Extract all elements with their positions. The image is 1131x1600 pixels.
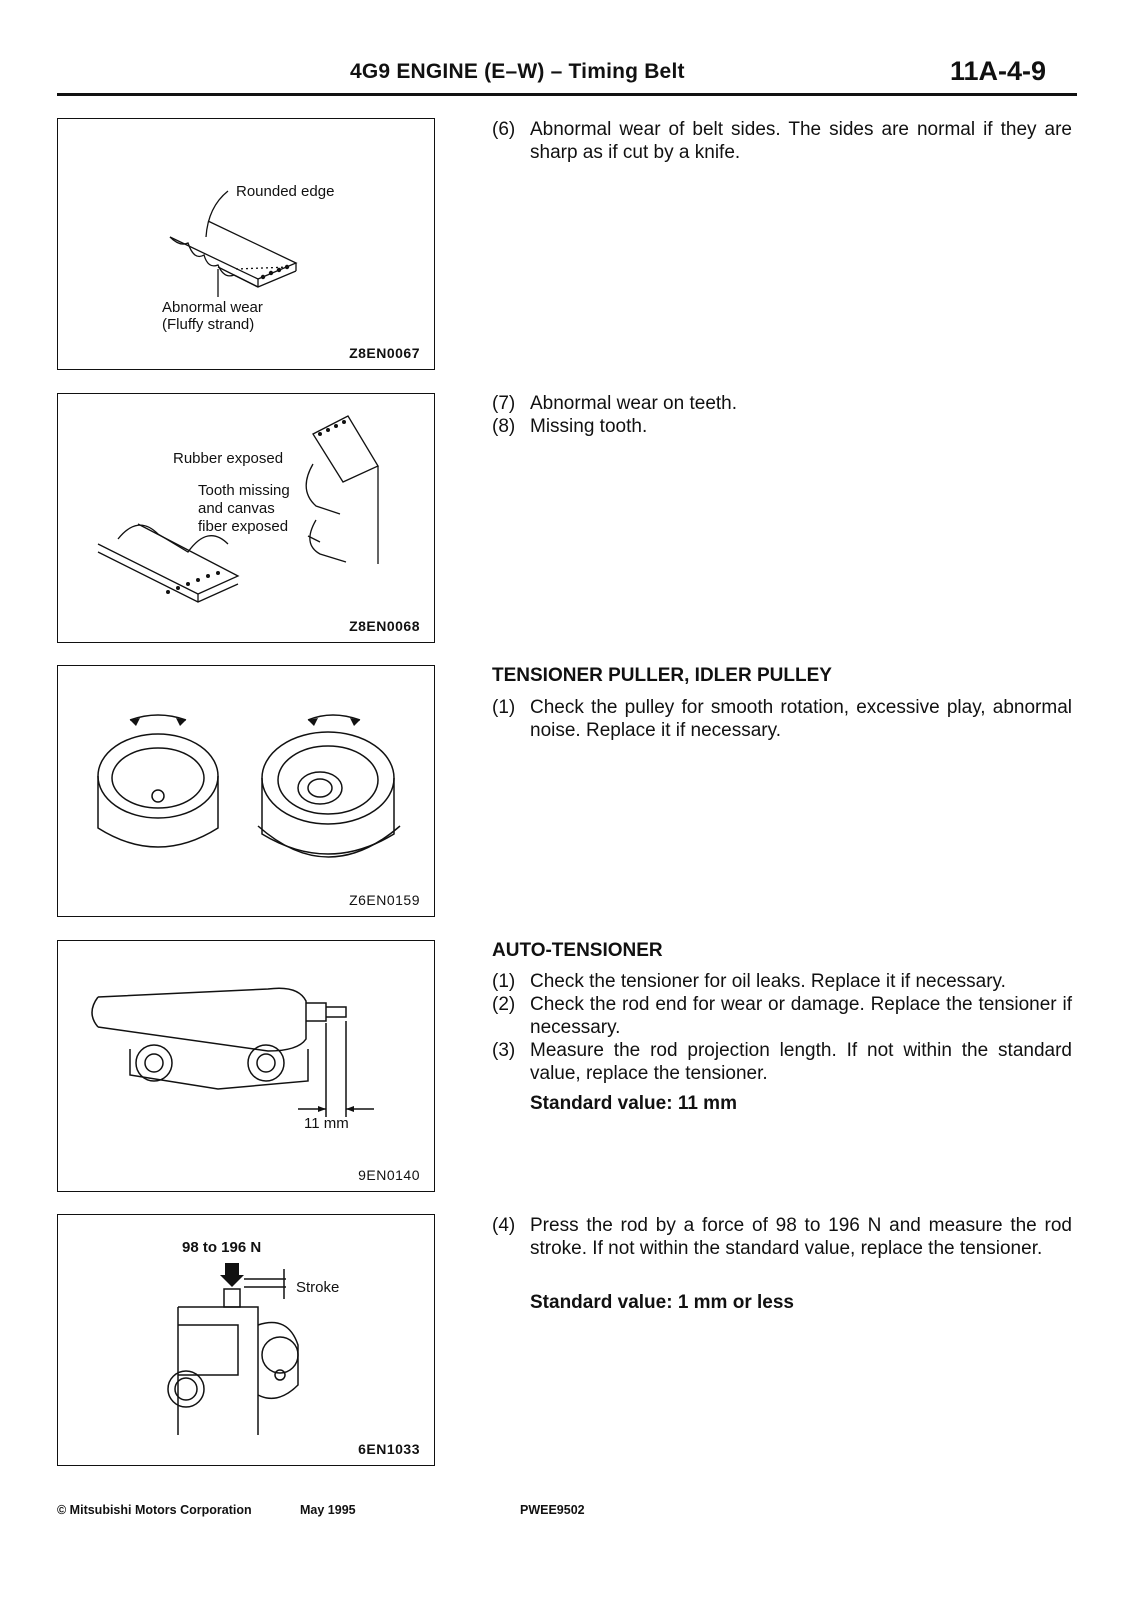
item-number: (4): [492, 1215, 516, 1236]
footer-copyright: © Mitsubishi Motors Corporation: [57, 1503, 252, 1517]
label-abnormal-wear: Abnormal wear: [162, 299, 263, 316]
heading-tensioner-puller: TENSIONER PULLER, IDLER PULLEY: [492, 665, 832, 686]
figure-tooth-wear: [57, 393, 435, 643]
item-number: (2): [492, 994, 516, 1015]
figure-code: Z8EN0068: [349, 618, 420, 634]
label-fluffy-strand: (Fluffy strand): [162, 316, 255, 333]
list-item: [492, 415, 1072, 438]
item-text: Press the rod by a force of 98 to 196 N and measure the rod stroke. If not within the standard value, replace the tensioner.: [530, 1215, 1072, 1259]
header-rule: [57, 93, 1077, 96]
standard-value-11mm: Standard value: 11 mm: [530, 1093, 737, 1114]
figure-auto-tensioner-rod: [57, 940, 435, 1192]
item-text: Check the rod end for wear or damage. Replace the tensioner if necessary.: [530, 994, 1072, 1038]
heading-auto-tensioner: AUTO-TENSIONER: [492, 940, 663, 961]
figure-code: 9EN0140: [358, 1167, 420, 1183]
item-number: (1): [492, 971, 516, 992]
footer-doc-code: PWEE9502: [520, 1503, 585, 1517]
footer-date: May 1995: [300, 1503, 356, 1517]
item-text: Check the pulley for smooth rotation, excessive play, abnormal noise. Replace it if necessary.: [530, 697, 1072, 741]
list-item: [492, 970, 1072, 993]
label-force: 98 to 196 N: [182, 1239, 262, 1256]
section-tensioner-puller: [492, 696, 1072, 742]
label-fiber-exposed: fiber exposed: [198, 518, 289, 535]
item-text: Check the tensioner for oil leaks. Replace it if necessary.: [530, 971, 1006, 992]
label-11mm: 11 mm: [304, 1115, 349, 1132]
label-rubber-exposed: Rubber exposed: [173, 450, 284, 467]
figure-code: Z6EN0159: [349, 892, 420, 908]
page-title: 4G9 ENGINE (E–W) – Timing Belt: [350, 60, 685, 83]
list-item: [492, 1039, 1072, 1085]
item-text: Missing tooth.: [530, 416, 648, 437]
item-number: (6): [492, 119, 516, 140]
list-item: [492, 392, 1072, 415]
figure-belt-side-wear: [57, 118, 435, 370]
page-number: 11A-4-9: [950, 56, 1047, 86]
figure-pulleys: [57, 665, 435, 917]
item-text: Measure the rod projection length. If not within the standard value, replace the tensioner.: [530, 1040, 1072, 1084]
section-belt-sides: [492, 118, 1072, 164]
section-rod-stroke: [492, 1214, 1072, 1260]
item-text: Abnormal wear on teeth.: [530, 393, 738, 414]
figure-code: 6EN1033: [358, 1441, 420, 1457]
label-and-canvas: and canvas: [198, 500, 275, 517]
item-number: (8): [492, 416, 516, 437]
item-number: (3): [492, 1040, 516, 1061]
list-item: [492, 696, 1072, 742]
figure-code: Z8EN0067: [349, 345, 420, 361]
section-auto-tensioner: [492, 970, 1072, 1085]
label-rounded-edge: Rounded edge: [236, 183, 335, 200]
figure-rod-stroke: [57, 1214, 435, 1466]
label-stroke: Stroke: [296, 1279, 340, 1296]
list-item: [492, 1214, 1072, 1260]
item-text: Abnormal wear of belt sides. The sides are normal if they are sharp as if cut by a knife.: [530, 119, 1072, 163]
item-number: (1): [492, 697, 516, 718]
pulleys-illustration: [58, 666, 434, 916]
standard-value-1mm: Standard value: 1 mm or less: [530, 1292, 794, 1313]
section-teeth: [492, 392, 1072, 438]
list-item: [492, 993, 1072, 1039]
item-number: (7): [492, 393, 516, 414]
label-tooth-missing: Tooth missing: [198, 482, 290, 499]
list-item: [492, 118, 1072, 164]
auto-tensioner-illustration: [58, 941, 434, 1191]
